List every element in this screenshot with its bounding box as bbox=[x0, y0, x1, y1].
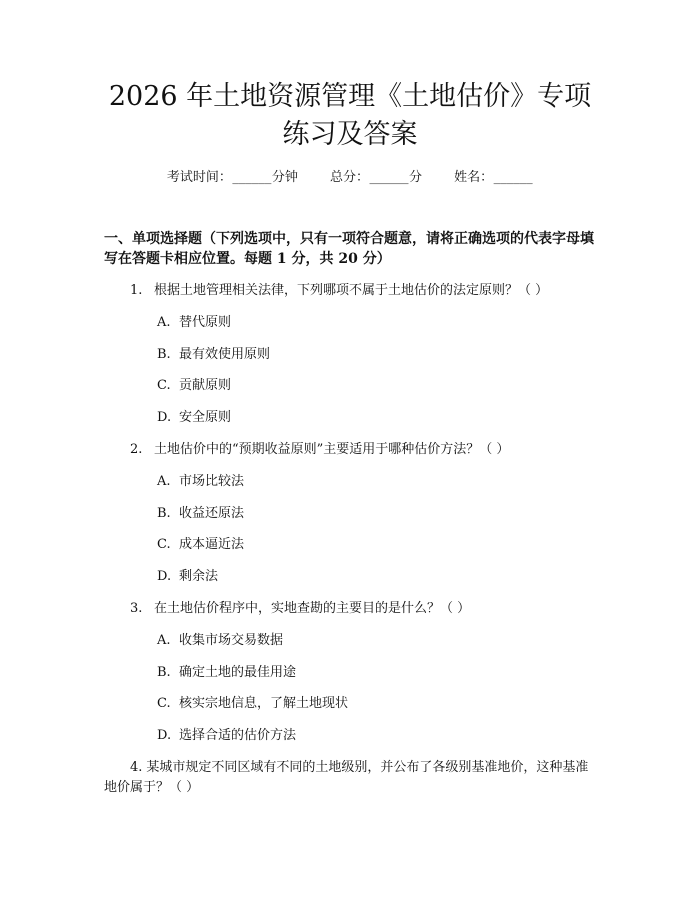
student-name-field: 姓名：______ bbox=[454, 170, 533, 185]
option-b: B. 最有效使用原则 bbox=[157, 347, 271, 362]
section-heading-single-choice: 一、单项选择题（下列选项中，只有一项符合题意，请将正确选项的代表字母填写在答题卡相应位置。每题 1 分，共 20 分） bbox=[104, 231, 594, 267]
option-b: B. 收益还原法 bbox=[157, 506, 245, 521]
option-d: D. 选择合适的估价方法 bbox=[157, 728, 297, 743]
option-c: C. 贡献原则 bbox=[157, 378, 232, 393]
option-c: C. 核实宗地信息，了解土地现状 bbox=[157, 696, 349, 711]
question-text: 某城市规定不同区域有不同的土地级别，并公布了各级别基准地价，这种基准地价属于？（ ） bbox=[104, 760, 589, 795]
question-2 bbox=[104, 440, 600, 460]
option-c: C. 成本逼近法 bbox=[157, 537, 245, 552]
question-number: 2. bbox=[130, 442, 143, 457]
exam-time-field: 考试时间：______分钟 bbox=[166, 170, 298, 185]
option-a: A. 收集市场交易数据 bbox=[157, 633, 284, 648]
exam-info-line bbox=[0, 168, 700, 188]
question-1 bbox=[104, 281, 600, 301]
option-d: D. 安全原则 bbox=[157, 410, 232, 425]
option-b: B. 确定土地的最佳用途 bbox=[157, 665, 297, 680]
document-title: 2026 年土地资源管理《土地估价》专项练习及答案 bbox=[108, 81, 592, 150]
question-text: 根据土地管理相关法律，下列哪项不属于土地估价的法定原则？（ ） bbox=[154, 283, 549, 298]
option-d: D. 剩余法 bbox=[157, 569, 219, 584]
option-a: A. 市场比较法 bbox=[157, 474, 245, 489]
total-score-field: 总分：______分 bbox=[329, 170, 423, 185]
question-4 bbox=[104, 758, 600, 798]
question-number: 1. bbox=[130, 283, 143, 298]
question-number: 4. bbox=[130, 760, 143, 775]
question-number: 3. bbox=[130, 601, 143, 616]
question-text: 土地估价中的“预期收益原则”主要适用于哪种估价方法？（ ） bbox=[154, 442, 510, 457]
option-a: A. 替代原则 bbox=[157, 315, 232, 330]
question-3 bbox=[104, 599, 600, 619]
question-text: 在土地估价程序中，实地查勘的主要目的是什么？（ ） bbox=[154, 601, 471, 616]
